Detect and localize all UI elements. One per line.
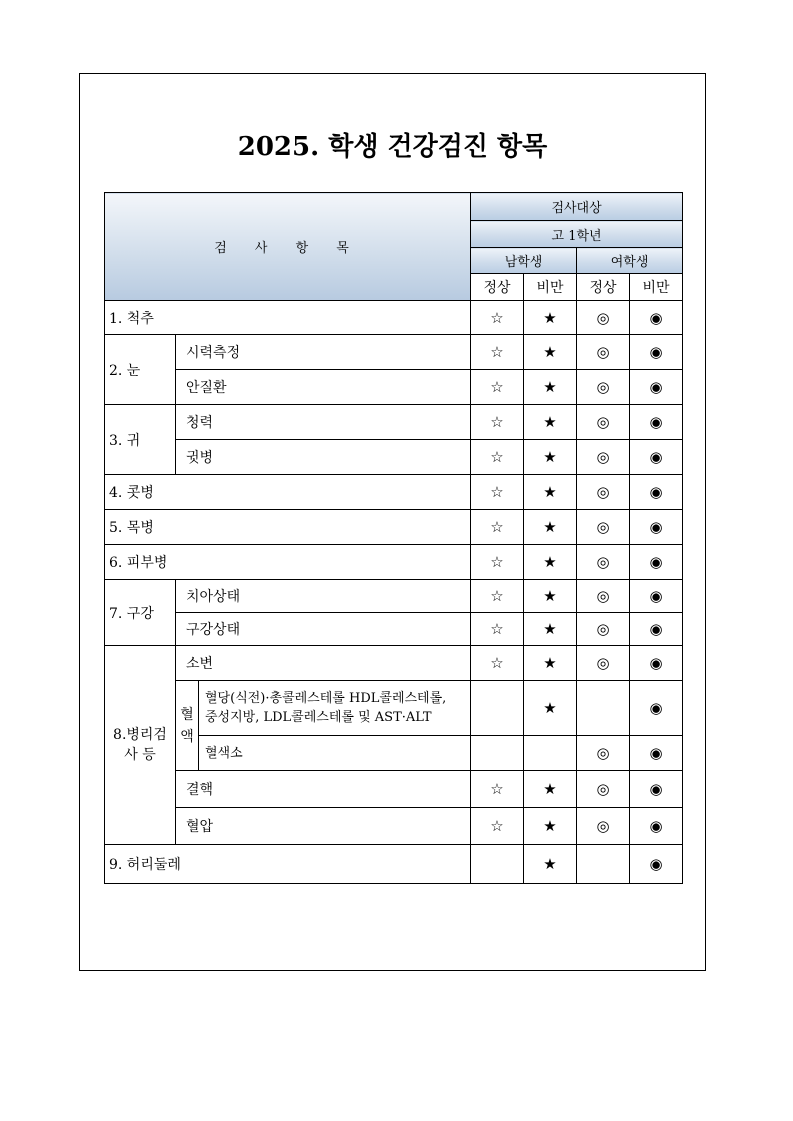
row-label-ear-hearing: 청력 <box>176 405 471 440</box>
mark-black-star: ★ <box>524 580 577 613</box>
row-label-skin: 6. 피부병 <box>105 545 471 580</box>
mark-white-star: ☆ <box>471 440 524 475</box>
mark-white-star: ☆ <box>471 580 524 613</box>
row-label-tb: 결핵 <box>176 771 471 808</box>
header-female-obese: 비만 <box>630 274 683 301</box>
mark-white-star: ☆ <box>471 301 524 335</box>
mark-double-circle: ◎ <box>577 510 630 545</box>
mark-empty <box>577 681 630 736</box>
row-label-blood-line1: 혈 <box>180 706 194 723</box>
row-label-urine: 소변 <box>176 646 471 681</box>
mark-black-star: ★ <box>524 301 577 335</box>
mark-black-star: ★ <box>524 545 577 580</box>
row-label-lab <box>105 646 176 845</box>
mark-empty <box>577 845 630 884</box>
header-male-normal: 정상 <box>471 274 524 301</box>
mark-double-circle: ◎ <box>577 301 630 335</box>
exam-items-table <box>104 192 683 884</box>
row-label-blood-line2: 액 <box>180 728 194 745</box>
mark-double-circle: ◎ <box>577 646 630 681</box>
header-male: 남학생 <box>471 248 577 274</box>
mark-double-circle: ◎ <box>577 370 630 405</box>
mark-double-circle: ◎ <box>577 335 630 370</box>
mark-black-star: ★ <box>524 845 577 884</box>
mark-dot-circle: ◉ <box>630 405 683 440</box>
mark-dot-circle: ◉ <box>630 301 683 335</box>
mark-white-star: ☆ <box>471 335 524 370</box>
mark-dot-circle: ◉ <box>630 845 683 884</box>
mark-dot-circle: ◉ <box>630 771 683 808</box>
mark-white-star: ☆ <box>471 405 524 440</box>
page-title: 2025. 학생 건강검진 항목 <box>237 132 548 162</box>
row-label-oral-teeth: 치아상태 <box>176 580 471 613</box>
mark-black-star: ★ <box>524 771 577 808</box>
mark-dot-circle: ◉ <box>630 736 683 771</box>
header-female-normal: 정상 <box>577 274 630 301</box>
mark-black-star: ★ <box>524 510 577 545</box>
mark-black-star: ★ <box>524 681 577 736</box>
mark-double-circle: ◎ <box>577 736 630 771</box>
mark-dot-circle: ◉ <box>630 475 683 510</box>
mark-black-star: ★ <box>524 370 577 405</box>
mark-white-star: ☆ <box>471 370 524 405</box>
mark-empty <box>471 736 524 771</box>
mark-dot-circle: ◉ <box>630 440 683 475</box>
mark-black-star: ★ <box>524 646 577 681</box>
row-label-oral: 7. 구강 <box>105 580 176 646</box>
mark-black-star: ★ <box>524 613 577 646</box>
row-label-waist: 9. 허리둘레 <box>105 845 471 884</box>
mark-black-star: ★ <box>524 808 577 845</box>
mark-dot-circle: ◉ <box>630 613 683 646</box>
row-label-ear-disease: 귓병 <box>176 440 471 475</box>
row-label-bp: 혈압 <box>176 808 471 845</box>
row-label-blood-lipids <box>199 681 471 736</box>
mark-double-circle: ◎ <box>577 771 630 808</box>
mark-dot-circle: ◉ <box>630 545 683 580</box>
mark-white-star: ☆ <box>471 475 524 510</box>
mark-dot-circle: ◉ <box>630 681 683 736</box>
mark-dot-circle: ◉ <box>630 370 683 405</box>
row-label-oral-state: 구강상태 <box>176 613 471 646</box>
mark-dot-circle: ◉ <box>630 808 683 845</box>
mark-empty <box>471 681 524 736</box>
mark-black-star: ★ <box>524 475 577 510</box>
row-label-blood-lipids-line1: 혈당(식전)·총콜레스테롤 HDL콜레스테롤, <box>205 691 447 706</box>
mark-white-star: ☆ <box>471 545 524 580</box>
row-label-spine: 1. 척추 <box>105 301 471 335</box>
header-grade: 고 1학년 <box>471 221 683 248</box>
row-label-eye: 2. 눈 <box>105 335 176 405</box>
mark-dot-circle: ◉ <box>630 335 683 370</box>
mark-black-star: ★ <box>524 440 577 475</box>
mark-dot-circle: ◉ <box>630 580 683 613</box>
row-label-lab-line1: 8.병리검 <box>113 727 167 743</box>
header-male-obese: 비만 <box>524 274 577 301</box>
header-item-label: 검 사 항 목 <box>105 193 471 301</box>
mark-dot-circle: ◉ <box>630 510 683 545</box>
mark-white-star: ☆ <box>471 510 524 545</box>
mark-empty <box>471 845 524 884</box>
mark-white-star: ☆ <box>471 613 524 646</box>
mark-black-star: ★ <box>524 335 577 370</box>
mark-double-circle: ◎ <box>577 405 630 440</box>
mark-double-circle: ◎ <box>577 808 630 845</box>
mark-empty <box>524 736 577 771</box>
row-label-throat: 5. 목병 <box>105 510 471 545</box>
mark-double-circle: ◎ <box>577 580 630 613</box>
header-target: 검사대상 <box>471 193 683 221</box>
row-label-blood <box>176 681 199 771</box>
header-female: 여학생 <box>577 248 683 274</box>
row-label-eye-disease: 안질환 <box>176 370 471 405</box>
mark-dot-circle: ◉ <box>630 646 683 681</box>
mark-white-star: ☆ <box>471 771 524 808</box>
mark-black-star: ★ <box>524 405 577 440</box>
row-label-ear: 3. 귀 <box>105 405 176 475</box>
mark-white-star: ☆ <box>471 808 524 845</box>
mark-white-star: ☆ <box>471 646 524 681</box>
row-label-nose: 4. 콧병 <box>105 475 471 510</box>
row-label-blood-lipids-line2: 중성지방, LDL콜레스테롤 및 AST·ALT <box>205 710 432 725</box>
row-label-hemoglobin: 혈색소 <box>199 736 471 771</box>
mark-double-circle: ◎ <box>577 545 630 580</box>
row-label-lab-line2: 사 등 <box>124 747 156 763</box>
mark-double-circle: ◎ <box>577 613 630 646</box>
row-label-eye-vision: 시력측정 <box>176 335 471 370</box>
mark-double-circle: ◎ <box>577 475 630 510</box>
mark-double-circle: ◎ <box>577 440 630 475</box>
